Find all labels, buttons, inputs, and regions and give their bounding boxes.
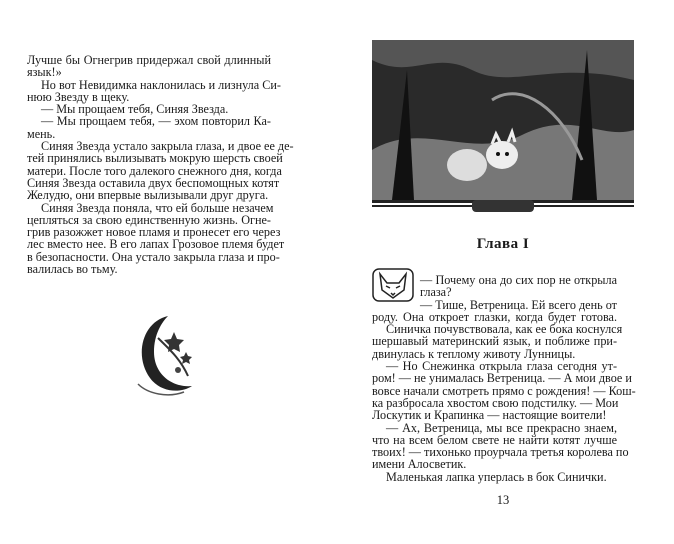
text-line: мень. — [27, 126, 56, 141]
text-line: в безопасности. Она устало закрыла глаза и про- — [27, 249, 280, 264]
text-line: глаза? — [420, 285, 452, 300]
text-line: — Ах, Ветреница, мы все прекрасно знаем, — [386, 420, 617, 435]
chapter-title: Глава I — [476, 236, 530, 252]
text-line: Синяя Звезда поняла, что ей больше незачем — [41, 200, 274, 215]
text-line: матери. После того далекого снежного дня, когда — [27, 163, 282, 178]
text-line: нюю Звезду в щеку. — [27, 89, 130, 104]
text-line: твоих! — тихонько проурчала третья королева по — [372, 445, 629, 460]
text-line: шершавый материнский язык, и поближе при- — [372, 334, 617, 349]
text-line: Синяя Звезда устало закрыла глаза, и двое ее де- — [41, 139, 294, 154]
text-line: лес вместо нее. В его лапах Грозовое племя будет — [27, 237, 285, 252]
text-line: Лоскутик и Крапинка — настоящие воители! — [372, 408, 607, 423]
text-line: роду. Она откроет глазки, когда будет готова. — [372, 309, 617, 324]
text-line: язык!» — [27, 65, 62, 80]
text-line: цепляться за свою единственную жизнь. Огне- — [27, 212, 271, 227]
text-line: что на всем белом свете не найти котят лучше — [372, 432, 617, 447]
text-line: Синяя Звезда оставила двух беспомощных котят — [27, 175, 280, 190]
text-line: имени Алосветик. — [372, 457, 467, 472]
text-line: ка разбросала хвостом свою подстилку. — Мои — [372, 395, 619, 410]
moon-star-ornament-icon — [128, 308, 204, 398]
text-line: валилась во тьму. — [27, 262, 118, 277]
right-page — [337, 0, 674, 544]
text-line: двинулась к теплому животу Лунницы. — [372, 346, 576, 361]
text-line: — Тише, Ветреница. Ей всего день от — [420, 297, 617, 312]
forest-cats-illustration — [372, 40, 634, 214]
text-line: Но вот Невидимка наклонилась и лизнула Си- — [41, 77, 281, 92]
page-number: 13 — [496, 493, 510, 507]
text-line: Лучше бы Огнегрив придержал свой длинный — [27, 53, 271, 67]
text-line: тей принялись вылизывать мокрую шерсть своей — [27, 151, 283, 166]
text-line: Желудю, они впервые вылизывали друг друга. — [27, 188, 269, 203]
text-line: — Почему она до сих пор не открыла — [420, 273, 617, 287]
text-line: Маленькая лапка уперлась в бок Синички. — [386, 469, 607, 484]
text-line: — Мы прощаем тебя, Синяя Звезда. — [41, 102, 229, 117]
text-line: — Но Снежинка открыла глаза сегодня ут- — [386, 359, 617, 374]
right-page-text — [372, 273, 636, 484]
text-line: вовсе начали смотреть прямо с рождения! — Кош- — [372, 383, 636, 398]
text-line: ром! — не унималась Ветреница. — А мои двое и — [372, 371, 632, 386]
left-page-text — [27, 53, 294, 277]
text-line: грив разожжет новое пламя и пронесет его через — [27, 225, 281, 240]
text-line: Синичка почувствовала, как ее бока коснулся — [386, 322, 623, 337]
text-line: — Мы прощаем тебя, — эхом повторил Ка- — [41, 114, 271, 129]
